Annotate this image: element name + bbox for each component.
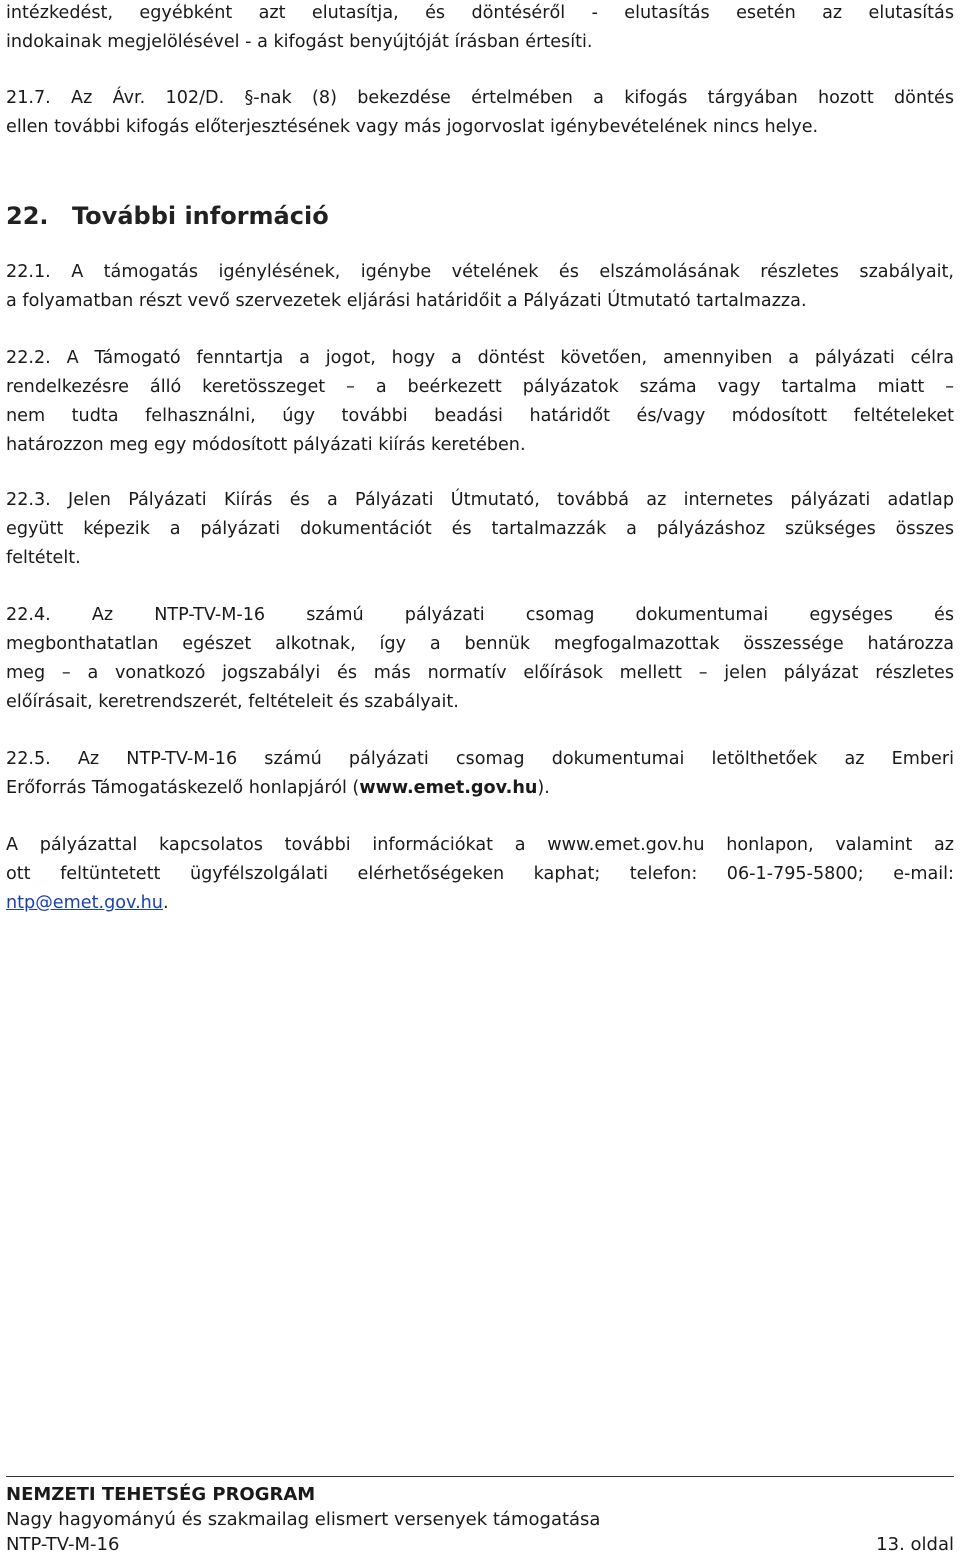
text-line: előírásait, keretrendszerét, feltételeit és szabályait. [6, 692, 459, 712]
paragraph-22-1 [6, 258, 954, 316]
paragraph-intro [6, 0, 954, 57]
email-link[interactable]: ntp@emet.gov.hu [6, 893, 163, 913]
paragraph-22-5 [6, 745, 954, 803]
text-line: rendelkezésre álló keretösszeget – a beérkezett pályázatok száma vagy tartalma miatt – [6, 377, 954, 397]
text-line: indokainak megjelölésével - a kifogást benyújtóját írásban értesíti. [6, 32, 593, 52]
text-line: 21.7. Az Ávr. 102/D. §-nak (8) bekezdése értelmében a kifogás tárgyában hozott döntés [6, 88, 954, 108]
text-line: 22.1. A támogatás igénylésének, igénybe vételének és elszámolásának részletes szabályait, [6, 262, 954, 282]
section-title: További információ [72, 202, 329, 230]
text-line: nem tudta felhasználni, úgy további beadási határidőt és/vagy módosított feltételeket [6, 406, 954, 426]
text-line: feltételt. [6, 548, 81, 568]
footer-code: NTP-TV-M-16 [6, 1534, 120, 1555]
text-line: a folyamatban részt vevő szervezetek eljárási határidőit a Pályázati Útmutató tartalmazza. [6, 291, 807, 311]
footer-title: NEMZETI TEHETSÉG PROGRAM [6, 1484, 316, 1505]
footer-subtitle: Nagy hagyományú és szakmailag elismert versenyek támogatása [6, 1509, 601, 1530]
text-line: 22.3. Jelen Pályázati Kiírás és a Pályázati Útmutató, továbbá az internetes pályázati adatlap [6, 490, 954, 510]
text-line: 22.5. Az NTP-TV-M-16 számú pályázati csomag dokumentumai letölthetőek az Emberi [6, 749, 954, 769]
text-line: ellen további kifogás előterjesztésének vagy más jogorvoslat igénybevételének nincs helye. [6, 117, 819, 137]
paragraph-22-2 [6, 344, 954, 460]
section-heading [6, 198, 329, 234]
text-line: 22.4. Az NTP-TV-M-16 számú pályázati csomag dokumentumai egységes és [6, 605, 954, 625]
page-number: 13. oldal [876, 1534, 954, 1555]
footer-divider [6, 1476, 954, 1477]
text-line [6, 774, 954, 803]
text-line: 22.2. A Támogató fenntartja a jogot, hogy a döntést követően, amennyiben a pályázati célra [6, 348, 954, 368]
paragraph-contact [6, 831, 954, 918]
text-segment: Erőforrás Támogatáskezelő honlapjáról ( [6, 778, 360, 798]
paragraph-22-3 [6, 486, 954, 573]
text-line: A pályázattal kapcsolatos további információkat a www.emet.gov.hu honlapon, valamint az [6, 835, 954, 855]
text-line: megbonthatatlan egészet alkotnak, így a bennük megfogalmazottak összessége határozza [6, 634, 954, 654]
text-line: ott feltüntetett ügyfélszolgálati elérhetőségeken kaphat; telefon: 06-1-795-5800; e-mail: [6, 864, 954, 884]
website-link-bold: www.emet.gov.hu [359, 778, 538, 798]
text-line: intézkedést, egyébként azt elutasítja, és döntéséről - elutasítás esetén az elutasítás [6, 3, 954, 23]
text-segment: . [162, 893, 169, 913]
text-line [6, 889, 954, 918]
paragraph-22-4 [6, 601, 954, 717]
text-line: meg – a vonatkozó jogszabályi és más normatív előírások mellett – jelen pályázat részletes [6, 663, 954, 683]
text-line: együtt képezik a pályázati dokumentációt és tartalmazzák a pályázáshoz szükséges összes [6, 519, 954, 539]
text-segment: ). [537, 778, 550, 798]
paragraph-21-7 [6, 84, 954, 142]
section-number: 22. [6, 202, 49, 230]
text-line: határozzon meg egy módosított pályázati kiírás keretében. [6, 435, 526, 455]
